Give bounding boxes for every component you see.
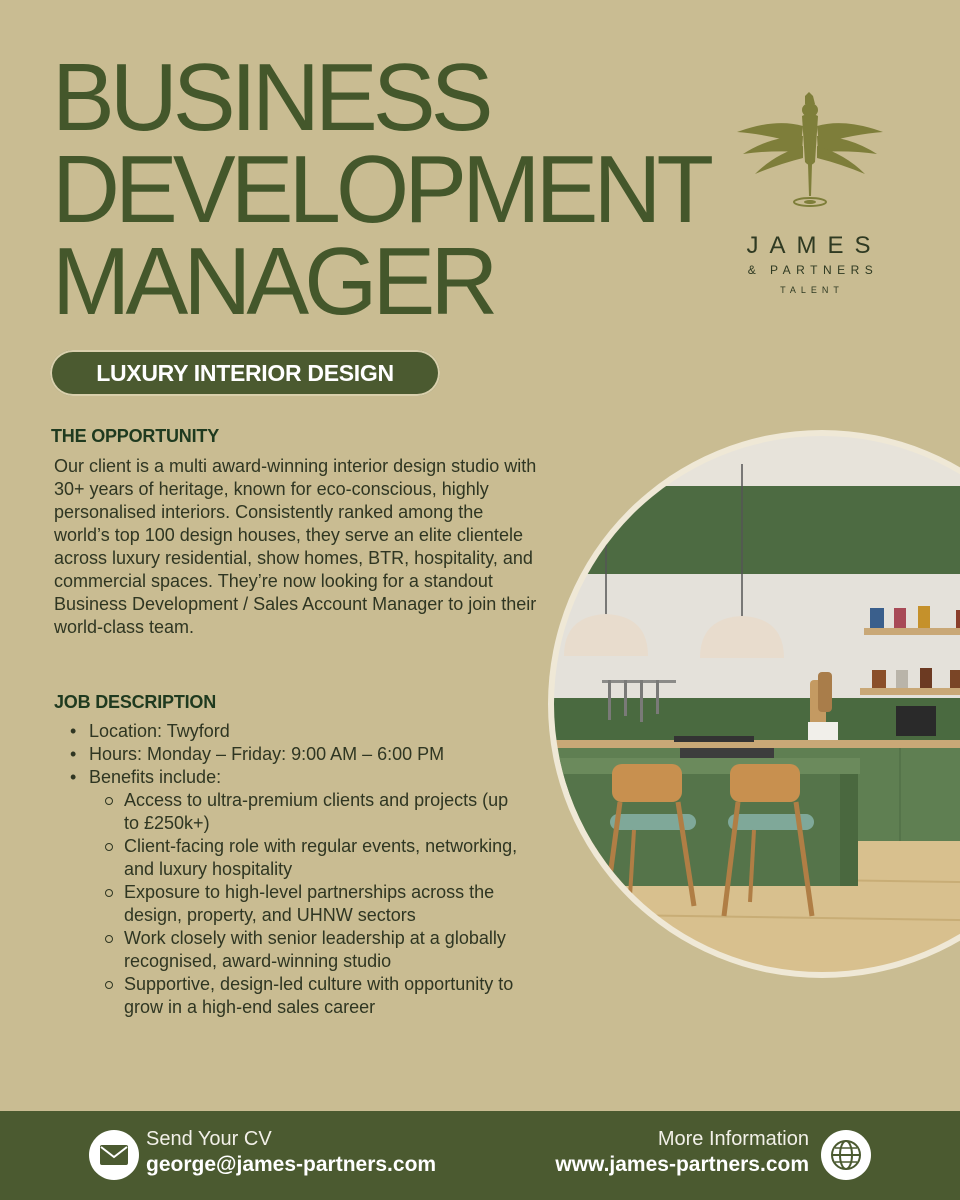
job-location: • Location: Twyford [54,720,524,743]
bird-emblem-icon [735,92,885,214]
benefits-list [89,789,524,1019]
logo-name: JAMES [746,232,882,259]
benefit-item: Exposure to high-level partnerships across the design, property, and UHNW sectors [89,881,524,927]
company-logo [720,92,900,295]
logo-sub: & PARTNERS [747,263,879,277]
industry-badge-label: LUXURY INTERIOR DESIGN [96,359,394,386]
job-benefits [54,766,524,1019]
envelope-icon[interactable] [89,1130,139,1180]
benefit-item: Work closely with senior leadership at a globally recognised, award-winning studio [89,927,524,973]
job-details-list [54,720,524,1019]
cv-email-link[interactable]: george@james-partners.com [146,1153,437,1176]
job-hours: • Hours: Monday – Friday: 9:00 AM – 6:00 PM [54,743,524,766]
benefits-label: Benefits include: [89,767,222,787]
send-cv-label: Send Your CV [146,1128,272,1150]
benefit-item: Supportive, design-led culture with opportunity to grow in a high-end sales career [89,973,524,1019]
title-line-1: BUSINESS [52,44,489,151]
job-description-heading: JOB DESCRIPTION [54,692,217,712]
logo-tagline: TALENT [780,285,844,295]
opportunity-body: Our client is a multi award-winning interior design studio with 30+ years of heritage, known for eco-conscious, highly personalised interiors. Consistently ranked among the world’s top 100 design houses, they serve an elite clientele across luxury residential, show homes, BTR, hospitality, and commercial spaces. They’re now looking for a standout Business Development / Sales Account Manager to join their world-class team. [54,456,537,637]
opportunity-heading: THE OPPORTUNITY [51,426,220,446]
more-info-label: More Information [657,1128,809,1150]
title-line-2: DEVELOPMENT [52,136,710,243]
industry-badge [50,350,440,396]
kitchen-photo [548,430,960,978]
contact-footer [0,1111,960,1200]
title-line-3: MANAGER [52,228,494,335]
website-link[interactable]: www.james-partners.com [555,1153,809,1176]
benefit-item: Access to ultra-premium clients and projects (up to £250k+) [89,789,524,835]
benefit-item: Client-facing role with regular events, networking, and luxury hospitality [89,835,524,881]
page-title [52,44,710,335]
globe-icon[interactable] [821,1130,871,1180]
